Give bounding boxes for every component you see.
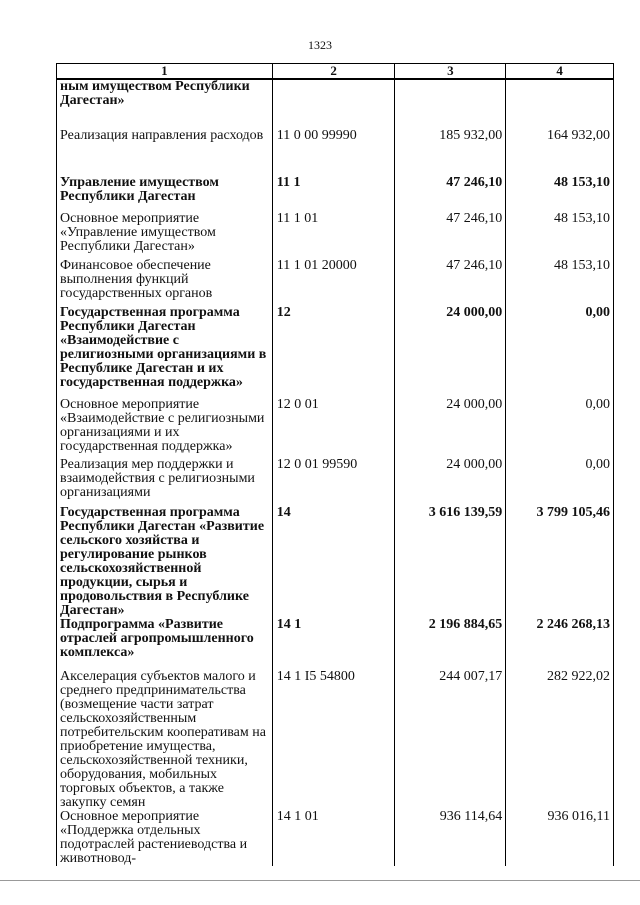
page-number: 1323 xyxy=(308,38,332,52)
budget-item-name: Управление имуществом Республики Дагестан xyxy=(57,176,273,212)
budget-item-name: Государственная программа Республики Дагестан «Развитие сельского хозяйства и регулирование рынков сельскохозяйственной продукции, сырья и продовольствия в Республике Дагестан» xyxy=(57,506,273,618)
budget-item-name: ным имуществом Республики Дагестан» xyxy=(57,79,273,129)
amount-year-2: 2 246 268,13 xyxy=(506,618,614,670)
table-row xyxy=(57,129,614,176)
amount-year-1: 3 616 139,59 xyxy=(395,506,506,618)
table-row xyxy=(57,259,614,306)
budget-item-name: Подпрограмма «Развитие отраслей агропромышленного комплекса» xyxy=(57,618,273,670)
amount-year-2: 48 153,10 xyxy=(506,212,614,259)
page-bottom-rule xyxy=(0,880,640,885)
table-row xyxy=(57,176,614,212)
budget-code: 14 xyxy=(272,506,395,618)
amount-year-2: 936 016,11 xyxy=(506,810,614,866)
budget-item-name: Основное мероприятие «Взаимодействие с религиозными организациями и их государственная поддержка» xyxy=(57,398,273,458)
table-row xyxy=(57,458,614,506)
amount-year-2: 0,00 xyxy=(506,306,614,398)
budget-code: 11 1 xyxy=(272,176,395,212)
amount-year-2: 48 153,10 xyxy=(506,176,614,212)
budget-item-name: Акселерация субъектов малого и среднего предпринимательства (возмещение части затрат сельскохозяйственным потребительским кооперативам на приобретение имущества, сельскохозяйственной техники, оборудования, мобильных торговых объектов, а также закупку семян xyxy=(57,670,273,810)
amount-year-1: 24 000,00 xyxy=(395,306,506,398)
table-row xyxy=(57,810,614,866)
column-header: 2 xyxy=(272,64,395,80)
amount-year-2 xyxy=(506,79,614,129)
table-row xyxy=(57,398,614,458)
column-header: 3 xyxy=(395,64,506,80)
amount-year-1: 936 114,64 xyxy=(395,810,506,866)
table-row xyxy=(57,506,614,618)
amount-year-2: 48 153,10 xyxy=(506,259,614,306)
table-header-row xyxy=(57,64,614,80)
amount-year-1 xyxy=(395,79,506,129)
amount-year-2: 282 922,02 xyxy=(506,670,614,810)
budget-item-name: Основное мероприятие «Управление имуществом Республики Дагестан» xyxy=(57,212,273,259)
budget-code: 11 1 01 xyxy=(272,212,395,259)
budget-item-name: Основное мероприятие «Поддержка отдельных подотраслей растениеводства и животновод- xyxy=(57,810,273,866)
amount-year-1: 47 246,10 xyxy=(395,176,506,212)
amount-year-1: 24 000,00 xyxy=(395,458,506,506)
budget-code: 11 0 00 99990 xyxy=(272,129,395,176)
budget-item-name: Реализация мер поддержки и взаимодействия с религиозными организациями xyxy=(57,458,273,506)
amount-year-2: 164 932,00 xyxy=(506,129,614,176)
budget-item-name: Финансовое обеспечение выполнения функций государственных органов xyxy=(57,259,273,306)
amount-year-1: 2 196 884,65 xyxy=(395,618,506,670)
amount-year-1: 47 246,10 xyxy=(395,259,506,306)
budget-code xyxy=(272,79,395,129)
table-row xyxy=(57,79,614,129)
amount-year-1: 244 007,17 xyxy=(395,670,506,810)
column-header: 4 xyxy=(506,64,614,80)
table-row xyxy=(57,618,614,670)
table-row xyxy=(57,212,614,259)
amount-year-2: 0,00 xyxy=(506,458,614,506)
budget-code: 14 1 01 xyxy=(272,810,395,866)
budget-code: 14 1 xyxy=(272,618,395,670)
budget-code: 11 1 01 20000 xyxy=(272,259,395,306)
budget-code: 12 0 01 99590 xyxy=(272,458,395,506)
amount-year-2: 3 799 105,46 xyxy=(506,506,614,618)
column-header: 1 xyxy=(57,64,273,80)
amount-year-2: 0,00 xyxy=(506,398,614,458)
budget-code: 14 1 I5 54800 xyxy=(272,670,395,810)
budget-table xyxy=(56,63,614,866)
table-row xyxy=(57,306,614,398)
amount-year-1: 24 000,00 xyxy=(395,398,506,458)
amount-year-1: 185 932,00 xyxy=(395,129,506,176)
budget-code: 12 xyxy=(272,306,395,398)
budget-item-name: Реализация направления расходов xyxy=(57,129,273,176)
amount-year-1: 47 246,10 xyxy=(395,212,506,259)
budget-item-name: Государственная программа Республики Дагестан «Взаимодействие с религиозными организациями в Республике Дагестан и их государственная поддержка» xyxy=(57,306,273,398)
table-row xyxy=(57,670,614,810)
budget-code: 12 0 01 xyxy=(272,398,395,458)
